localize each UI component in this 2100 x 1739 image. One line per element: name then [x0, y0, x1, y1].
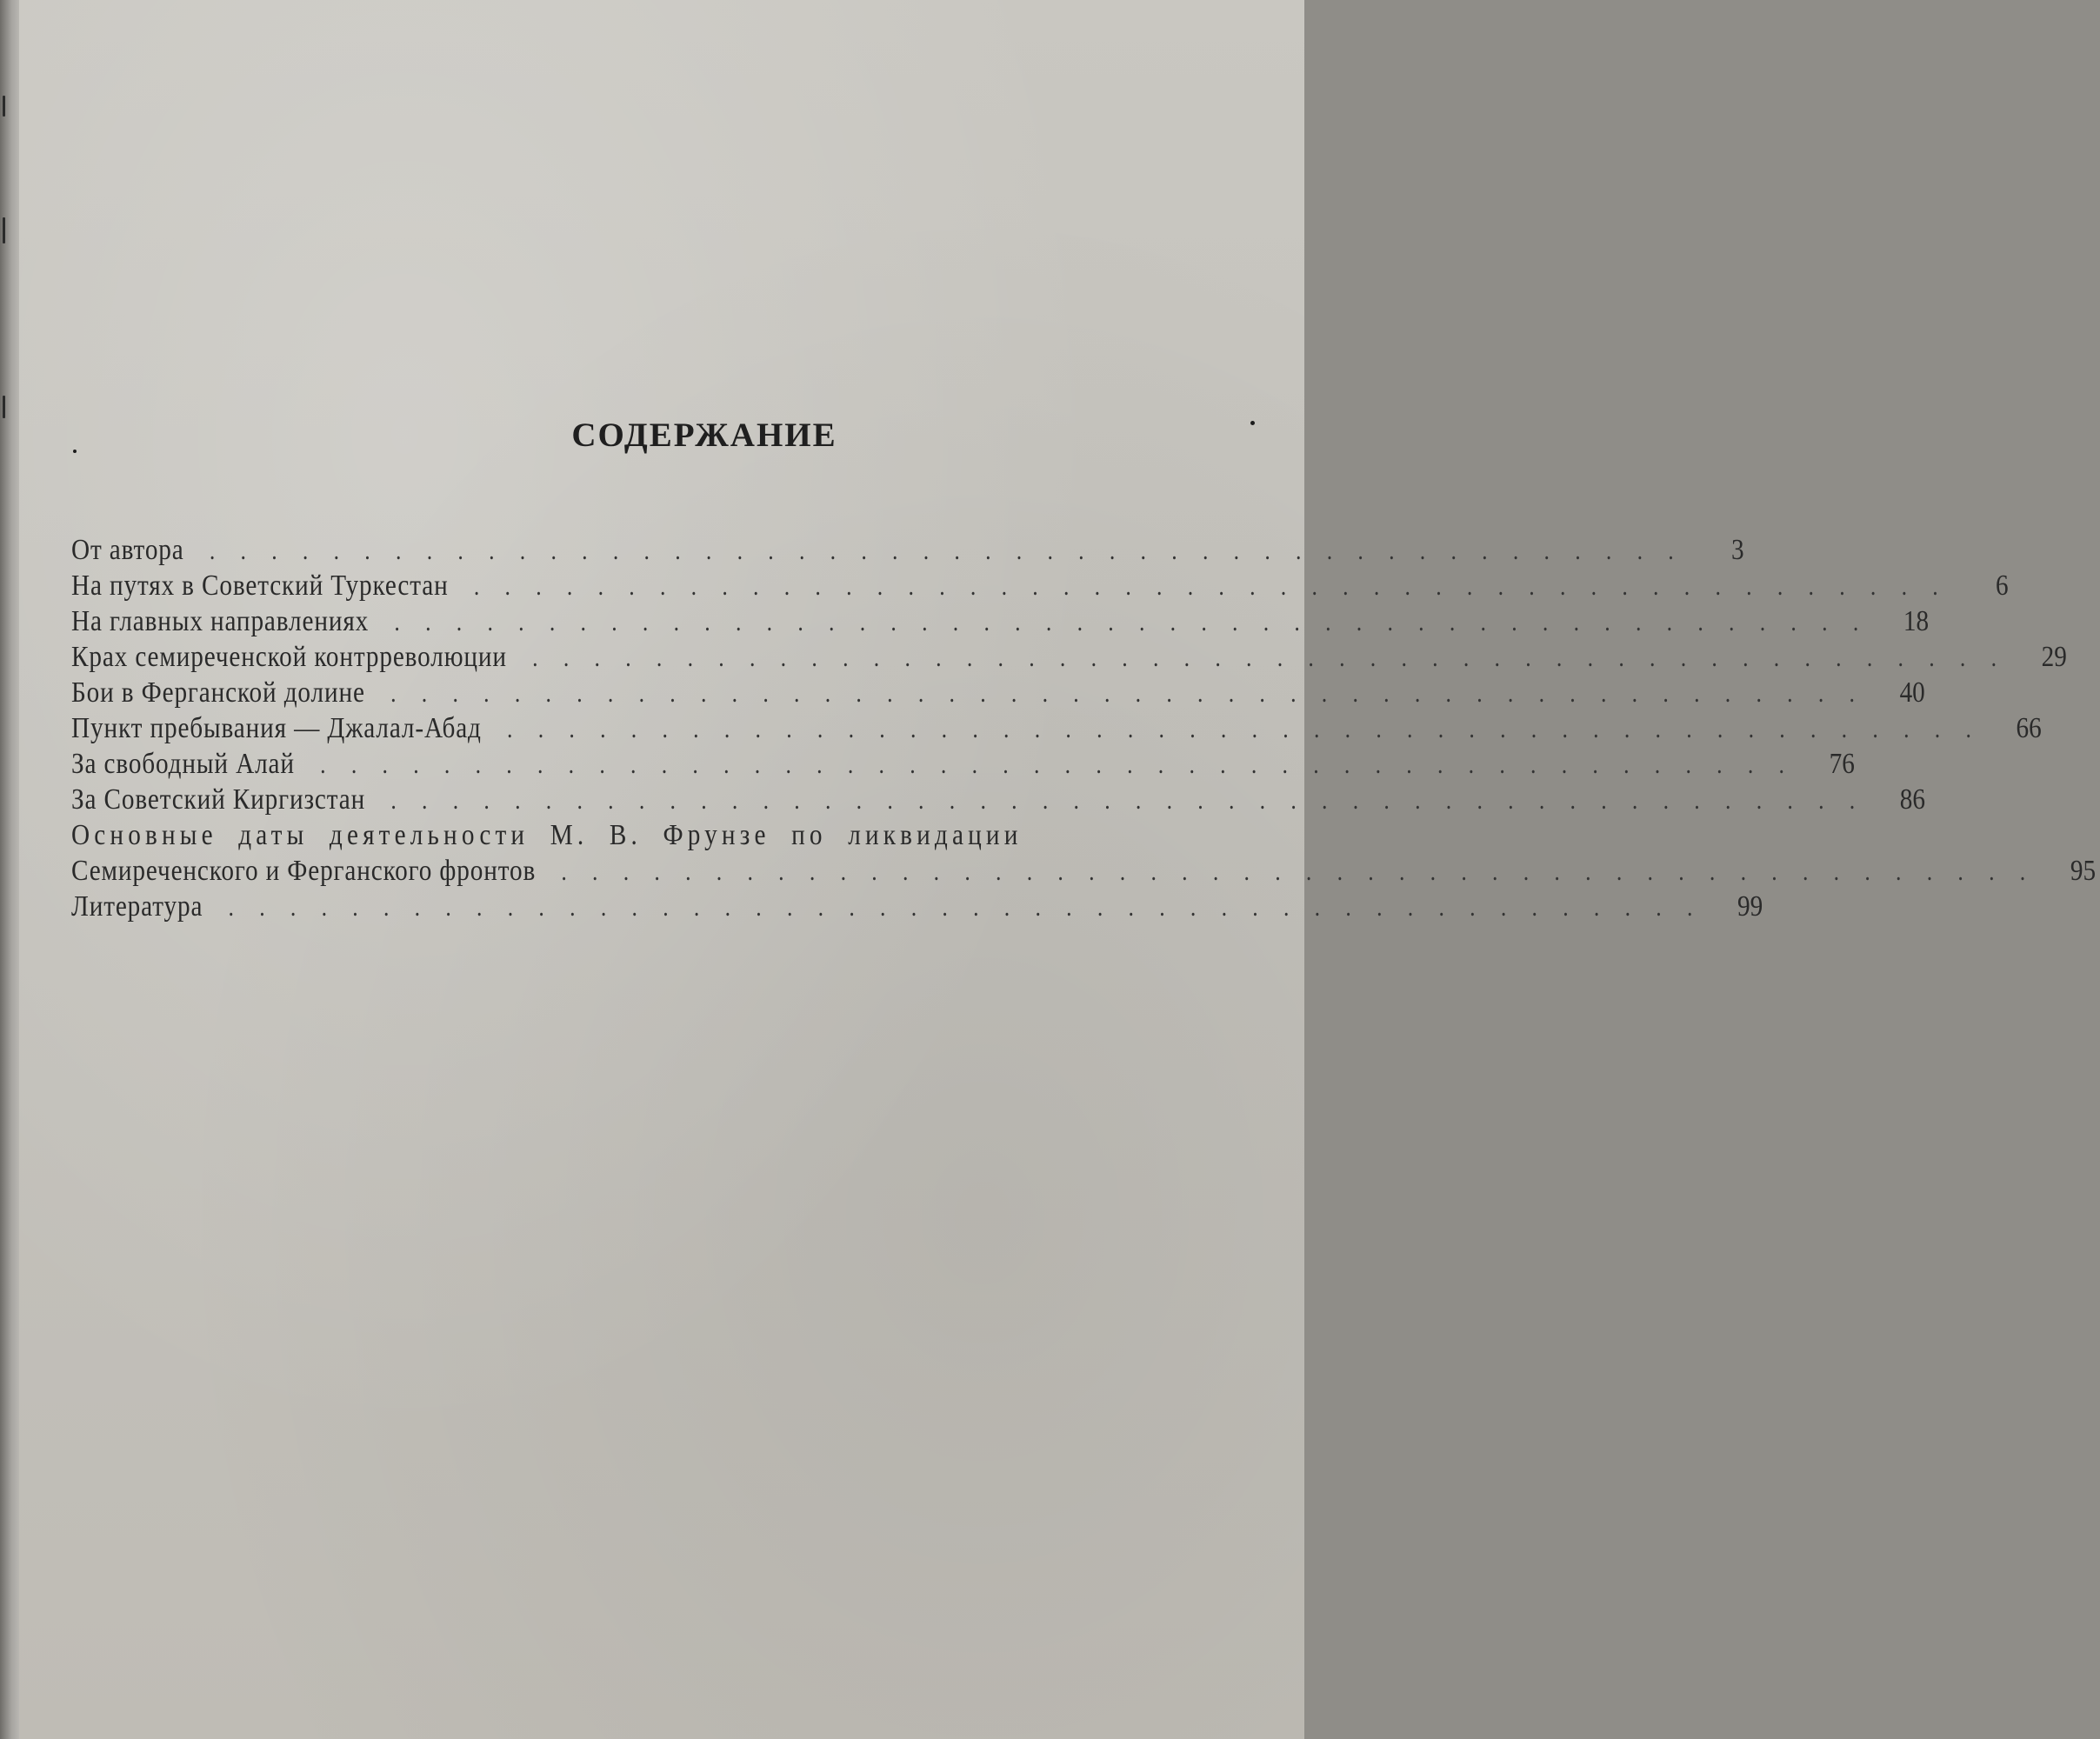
toc-entry-title: За Советский Киргизстан [71, 783, 366, 816]
toc-dot-leader: ................................................ [561, 857, 2051, 886]
spine-mark [3, 396, 5, 418]
spine-mark [3, 217, 5, 243]
toc-entry-page: 76 [1829, 748, 1855, 780]
spine-mark [3, 96, 5, 117]
page-title: СОДЕРЖАНИЕ [571, 416, 837, 454]
toc-dot-leader: ................................................ [473, 572, 1963, 601]
table-of-contents [71, 532, 2097, 924]
toc-dot-leader: ................................................ [228, 893, 1718, 922]
book-spine-edge [0, 0, 19, 1739]
toc-entry-title: На главных направлениях [71, 605, 370, 637]
toc-entry-title: Литература [71, 890, 203, 923]
toc-entry [71, 639, 2067, 675]
toc-dot-leader: ................................................ [390, 679, 1881, 708]
toc-dot-leader: ................................................ [532, 643, 2023, 672]
toc-entry [71, 603, 1930, 639]
toc-entry [71, 889, 1763, 924]
toc-entry-title: На путях в Советский Туркестан [71, 570, 449, 602]
toc-entry-title: Бои в Ферганской долине [71, 676, 365, 709]
toc-entry [71, 532, 1744, 568]
toc-entry-title: Основные даты деятельности М. В. Фрунзе по ликвидации [71, 819, 1023, 851]
toc-entry [71, 568, 2009, 603]
toc-entry [71, 782, 1926, 817]
toc-entry-title: Крах семиреченской контрреволюции [71, 641, 507, 673]
toc-dot-leader: ................................................ [320, 750, 1810, 779]
toc-entry [71, 675, 1925, 710]
toc-entry-page: 29 [2041, 641, 2067, 673]
toc-entry-page: 86 [1899, 783, 1926, 816]
toc-entry [71, 853, 2097, 889]
toc-dot-leader: ................................................ [394, 608, 1884, 636]
toc-entry [71, 746, 1855, 782]
toc-entry-page: 18 [1903, 605, 1930, 637]
toc-entry-page: 40 [1899, 676, 1925, 709]
toc-entry-title: От автора [71, 534, 184, 566]
toc-entry-page: 66 [2016, 712, 2042, 744]
toc-entry-title: За свободный Алай [71, 748, 295, 780]
toc-entry [71, 817, 1254, 853]
toc-entry-title: Пункт пребывания — Джалал-Абад [71, 712, 482, 744]
book-page [19, 0, 2097, 1739]
toc-dot-leader: ................................................ [390, 786, 1881, 815]
toc-entry-page: 6 [1995, 570, 2009, 602]
toc-entry-page: 95 [2070, 855, 2097, 887]
toc-entry-page: 99 [1737, 890, 1763, 923]
toc-dot-leader: ................................................ [209, 536, 1699, 565]
toc-entry [71, 710, 2042, 746]
toc-entry-page: 3 [1730, 534, 1744, 566]
toc-dot-leader: ................................................ [507, 715, 1997, 743]
toc-entry-title: Семиреченского и Ферганского фронтов [71, 855, 537, 887]
